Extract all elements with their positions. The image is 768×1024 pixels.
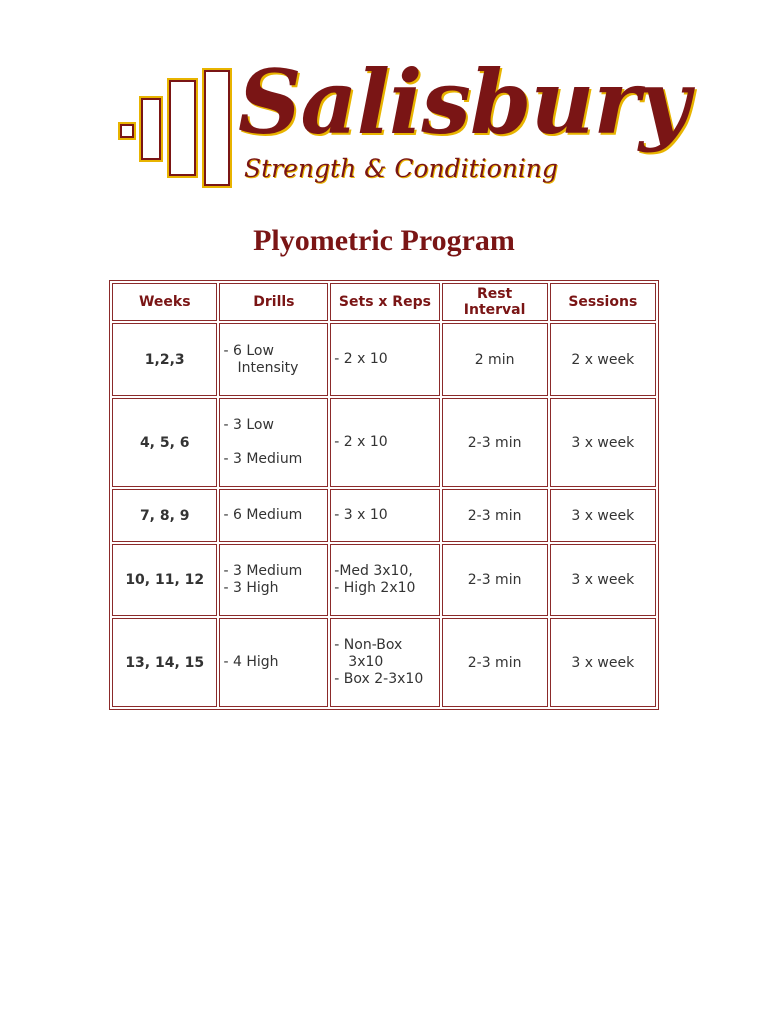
logo-tagline: Strength & Conditioning xyxy=(244,154,558,183)
sets-reps-cell: - 2 x 10 xyxy=(330,323,439,396)
table-row xyxy=(112,544,656,616)
sets-reps-cell: - 2 x 10 xyxy=(330,398,439,487)
sessions-cell: 3 x week xyxy=(550,489,656,542)
rest-interval-cell: 2 min xyxy=(442,323,548,396)
plyometric-program-table xyxy=(109,280,659,710)
header-sessions: Sessions xyxy=(550,283,656,321)
drills-cell: - 6 Low Intensity xyxy=(219,323,328,396)
weeks-cell: 4, 5, 6 xyxy=(112,398,217,487)
header-rest-interval: Rest Interval xyxy=(442,283,548,321)
table-row xyxy=(112,489,656,542)
logo-brand-text: Salisbury xyxy=(238,50,689,154)
sessions-cell: 3 x week xyxy=(550,398,656,487)
sets-reps-cell: - 3 x 10 xyxy=(330,489,439,542)
sessions-cell: 3 x week xyxy=(550,618,656,707)
weeks-cell: 13, 14, 15 xyxy=(112,618,217,707)
sessions-cell: 3 x week xyxy=(550,544,656,616)
drills-cell: - 6 Medium xyxy=(219,489,328,542)
header-sets-reps: Sets x Reps xyxy=(330,283,439,321)
table-header-row xyxy=(112,283,656,321)
drills-cell: - 3 Medium - 3 High xyxy=(219,544,328,616)
rest-interval-cell: 2-3 min xyxy=(442,618,548,707)
drills-cell: - 4 High xyxy=(219,618,328,707)
weeks-cell: 7, 8, 9 xyxy=(112,489,217,542)
salisbury-logo xyxy=(116,50,689,190)
rest-interval-cell: 2-3 min xyxy=(442,544,548,616)
sets-reps-cell: -Med 3x10, - High 2x10 xyxy=(330,544,439,616)
table-row xyxy=(112,618,656,707)
barbell-plates-icon xyxy=(116,66,236,190)
weeks-cell: 1,2,3 xyxy=(112,323,217,396)
table-row xyxy=(112,398,656,487)
sets-reps-cell: - Non-Box 3x10 - Box 2-3x10 xyxy=(330,618,439,707)
page-title: Plyometric Program xyxy=(253,224,515,257)
weeks-cell: 10, 11, 12 xyxy=(112,544,217,616)
sessions-cell: 2 x week xyxy=(550,323,656,396)
drills-cell: - 3 Low - 3 Medium xyxy=(219,398,328,487)
header-drills: Drills xyxy=(219,283,328,321)
rest-interval-cell: 2-3 min xyxy=(442,398,548,487)
rest-interval-cell: 2-3 min xyxy=(442,489,548,542)
table-row xyxy=(112,323,656,396)
header-weeks: Weeks xyxy=(112,283,217,321)
